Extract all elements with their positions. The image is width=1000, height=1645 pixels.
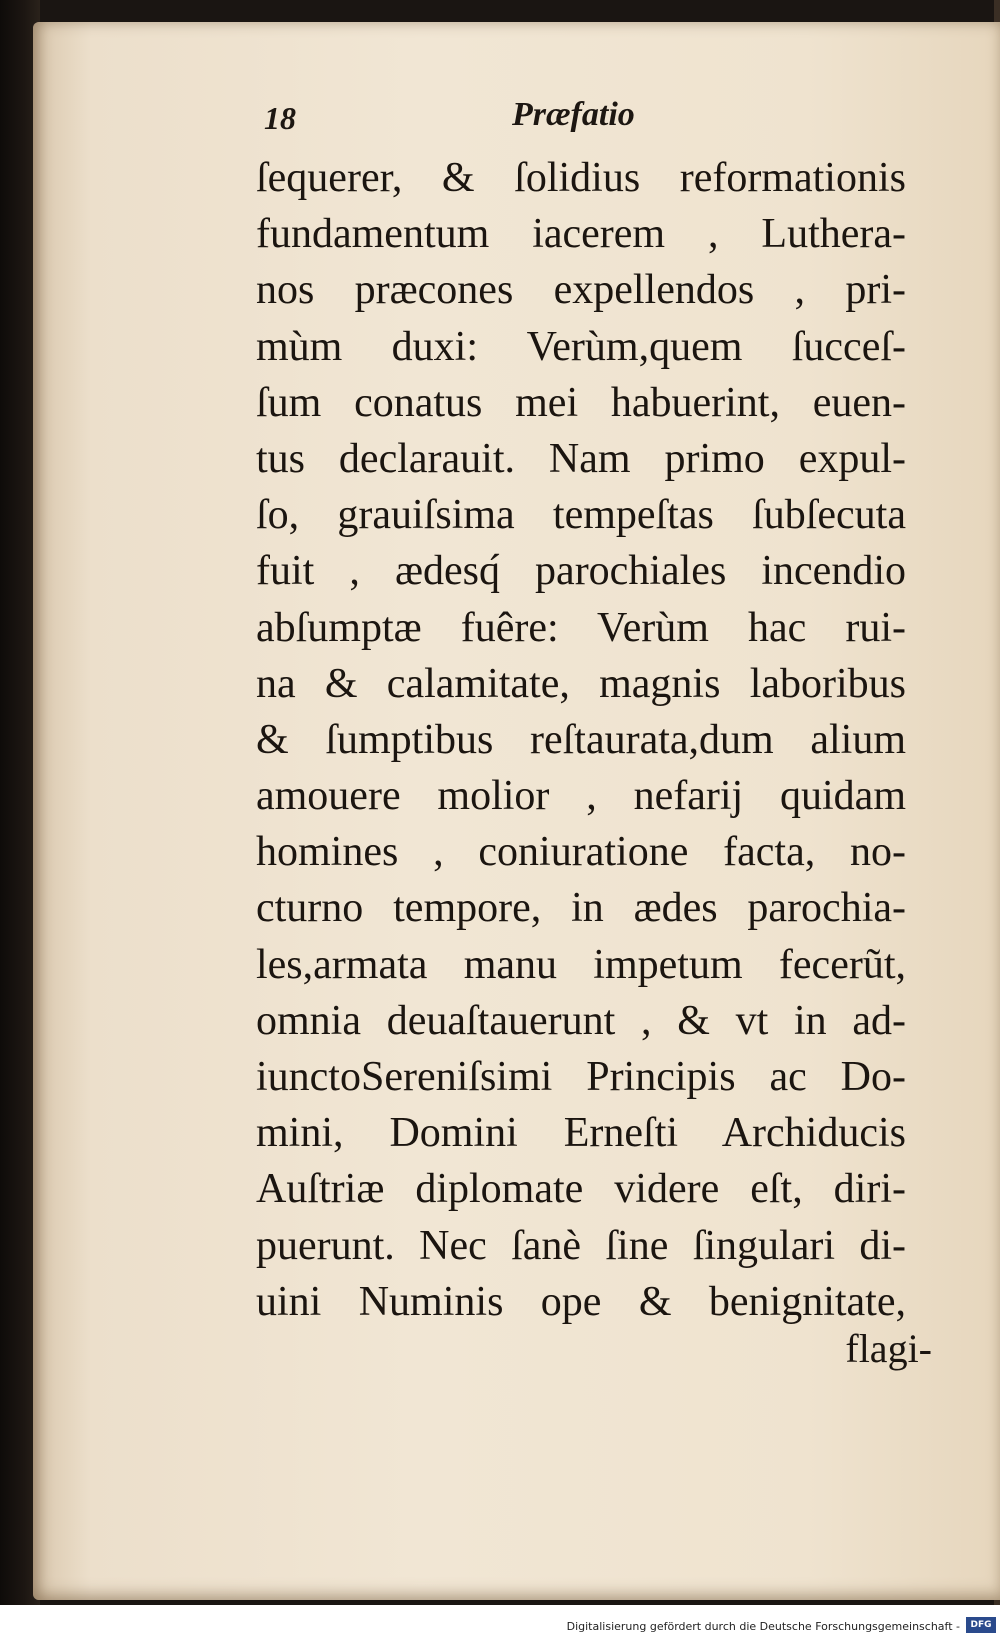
text-line: ſum conatus mei habuerint, euen- (256, 379, 906, 426)
text-line: & ſumptibus reſtaurata,dum alium (256, 716, 906, 763)
text-line: iunctoSereniſsimi Principis ac Do- (256, 1054, 906, 1100)
text-line: abſumptæ fuêre: Verùm hac rui- (256, 604, 906, 651)
text-line: mùm duxi: Verùm,quem ſucceſ- (256, 323, 906, 370)
text-line: na & calamitate, magnis laboribus (256, 660, 906, 707)
page-number: 18 (264, 100, 296, 136)
text-line: fundamentum iacerem , Luthera- (256, 211, 906, 258)
text-line: omnia deuaſtauerunt , & vt in ad- (256, 997, 906, 1044)
running-title: Præfatio (512, 96, 635, 133)
text-line: les,armata manu impetum fecerũt, (256, 941, 906, 988)
text-line: uini Numinis ope & benignitate, (256, 1278, 906, 1325)
text-line: tus declarauit. Nam primo expul- (256, 435, 906, 482)
text-line: Auſtriæ diplomate videre eſt, diri- (256, 1166, 906, 1213)
text-line: ſo, grauiſsima tempeſtas ſubſecuta (256, 492, 906, 539)
text-line: amouere molior , nefarij quidam (256, 773, 906, 820)
text-block (256, 150, 906, 1330)
dfg-logo: DFG (966, 1617, 996, 1633)
running-head (264, 96, 684, 142)
text-line: mini, Domini Erneſti Archiducis (256, 1110, 906, 1157)
text-line: cturno tempore, in ædes parochia- (256, 885, 906, 932)
text-line: puerunt. Nec ſanè ſine ſingulari di- (256, 1222, 906, 1269)
text-line: homines , coniuratione facta, no- (256, 829, 906, 876)
catchword: flagi- (845, 1326, 932, 1371)
footer-bar (0, 1605, 1000, 1645)
text-line: nos præcones expellendos , pri- (256, 267, 906, 314)
text-line: fuit , ædesq́ parochiales incendio (256, 548, 906, 595)
funding-credit: Digitalisierung gefördert durch die Deutsche Forschungsgemeinschaft - (566, 1620, 960, 1633)
text-line: ſequerer, & ſolidius reformationis (256, 155, 906, 201)
